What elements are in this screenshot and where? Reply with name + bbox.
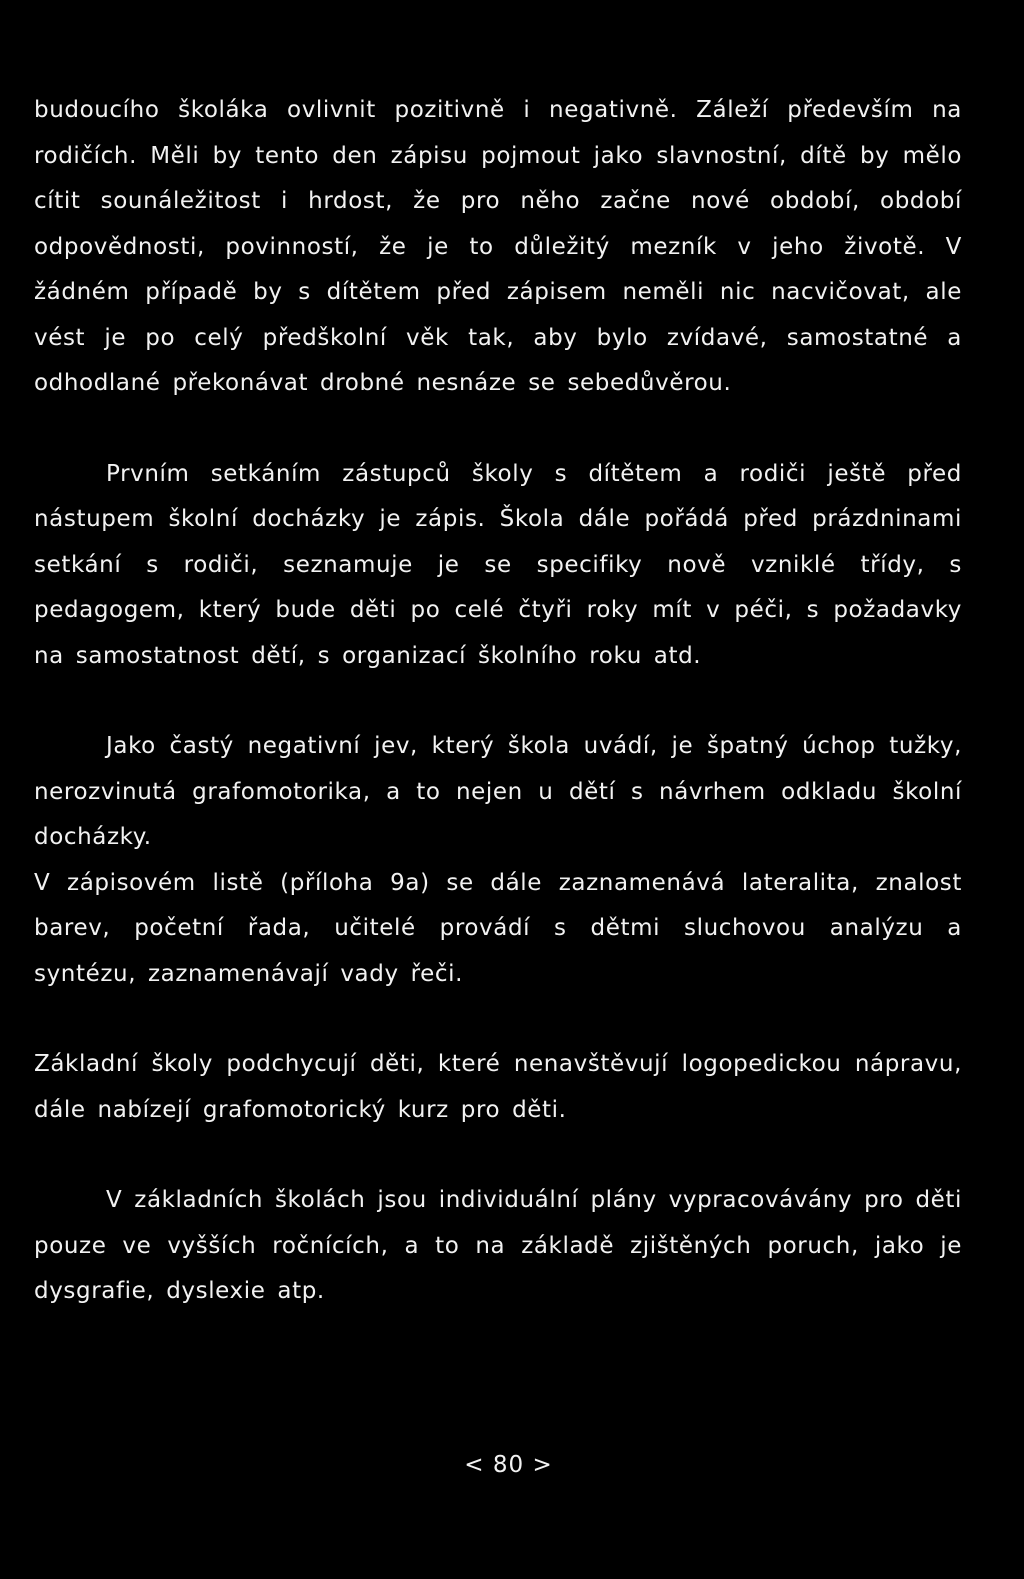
paragraph-6: V základních školách jsou individuální plány vypracovávány pro děti pouze ve vyšších ročnících, a to na základě zjištěných poruch, jako je dysgrafie, dyslexie atp. [34, 1187, 962, 1304]
page-number: < 80 > [464, 1452, 553, 1478]
paragraph-gap [34, 407, 962, 452]
paragraph-gap [34, 1133, 962, 1178]
paragraph-gap [34, 997, 962, 1042]
paragraph-3: Jako častý negativní jev, který škola uvádí, je špatný úchop tužky, nerozvinutá grafomotorika, a to nejen u dětí s návrhem odkladu školní docházky. [34, 733, 962, 850]
paragraph-5: Základní školy podchycují děti, které nenavštěvují logopedickou nápravu, dále nabízejí grafomotorický kurz pro děti. [34, 1051, 962, 1123]
document-body [34, 88, 962, 1315]
paragraph-4: V zápisovém listě (příloha 9a) se dále zaznamenává lateralita, znalost barev, početní řada, učitelé provádí s dětmi sluchovou analýzu a syntézu, zaznamenávají vady řeči. [34, 869, 962, 987]
paragraph-1: budoucího školáka ovlivnit pozitivně i negativně. Záleží především na rodičích. Měli by tento den zápisu pojmout jako slavnostní, dítě by mělo cítit sounáležitost i hrdost, že pro něho začne nové období, období odpovědnosti, povinností, že je to důležitý mezník v jeho životě. V žádném případě by s dítětem před zápisem neměli nic nacvičovat, ale vést je po celý předškolní věk tak, aby bylo zvídavé, samostatné a odhodlané překonávat drobné nesnáze se sebedůvěrou. [34, 97, 962, 396]
paragraph-gap [34, 679, 962, 724]
paragraph-2: Prvním setkáním zástupců školy s dítětem a rodiči ještě před nástupem školní docházky je zápis. Škola dále pořádá před prázdninami setkání s rodiči, seznamuje je se specifiky nově vzniklé třídy, s pedagogem, který bude děti po celé čtyři roky mít v péči, s požadavky na samostatnost dětí, s organizací školního roku atd. [34, 460, 962, 669]
